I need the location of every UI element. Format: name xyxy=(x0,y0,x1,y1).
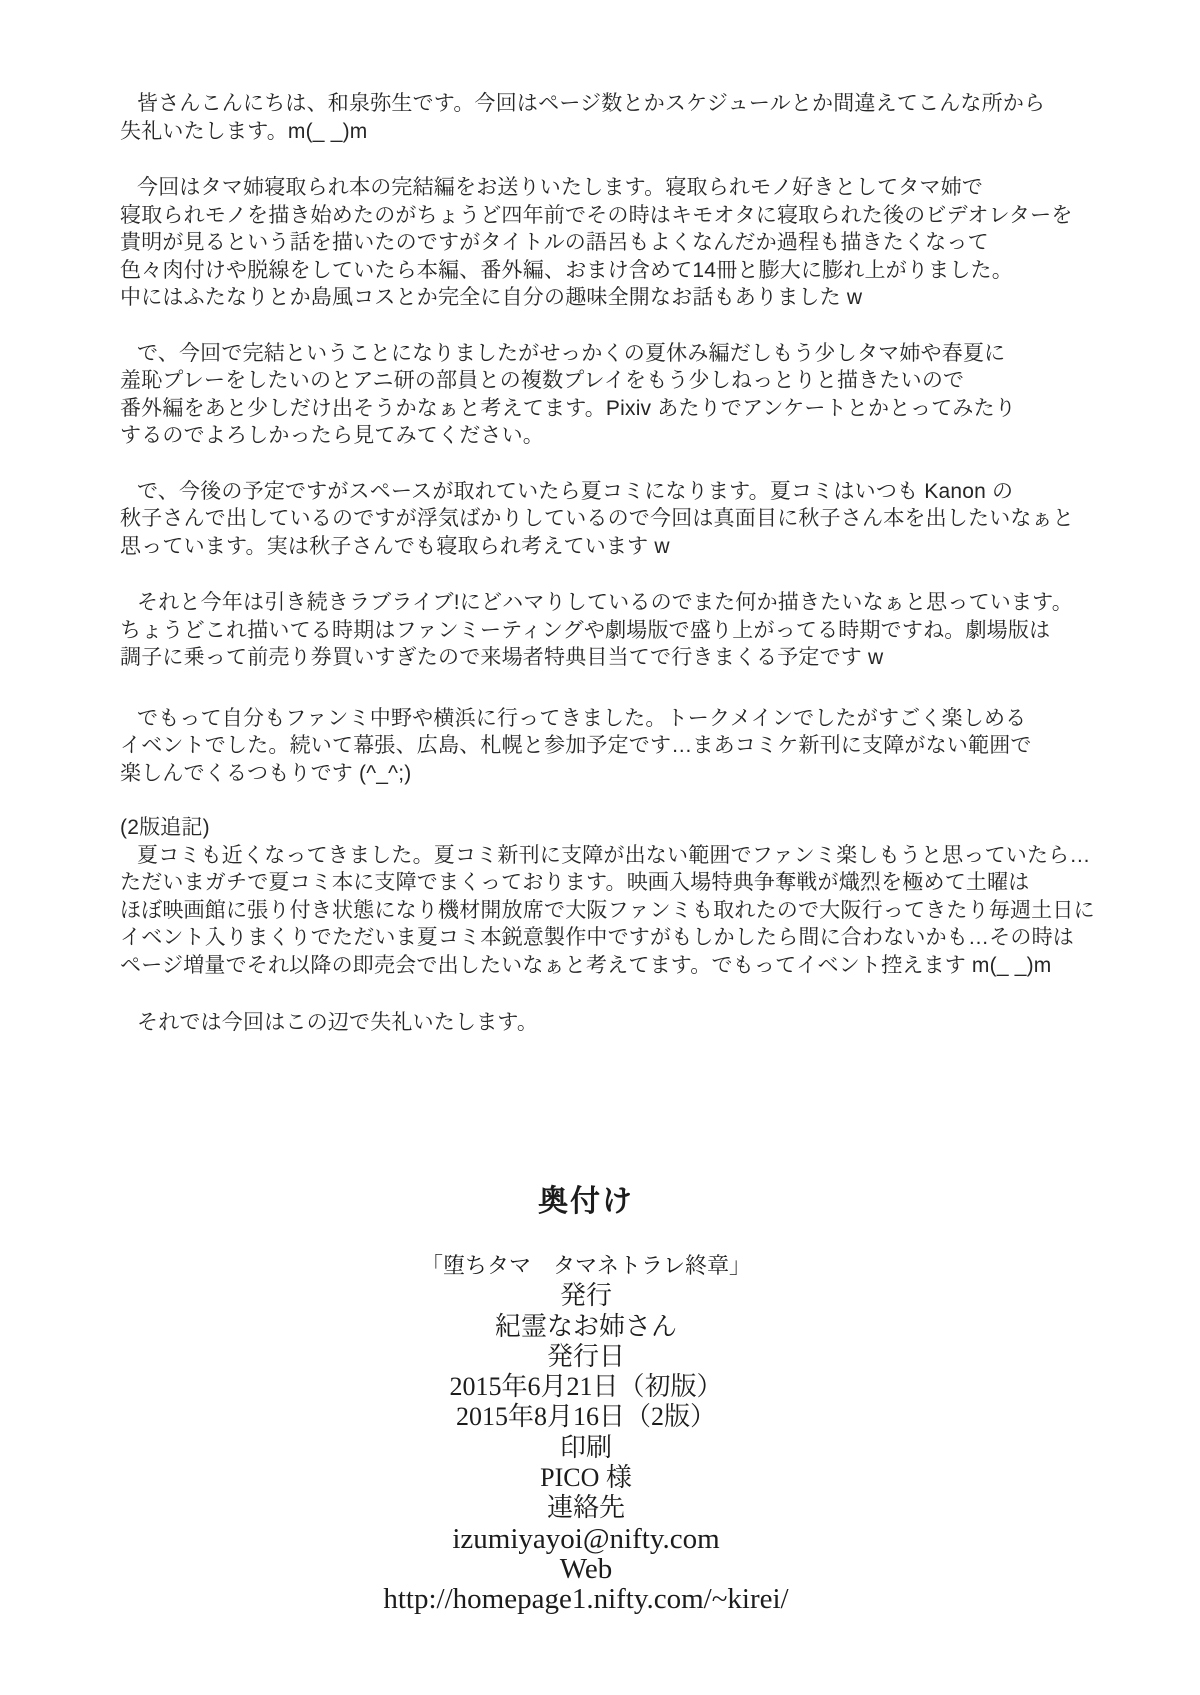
colophon xyxy=(0,1184,1172,1615)
paragraph-completion xyxy=(120,174,1160,312)
text-line: 思っています。実は秋子さんでも寝取られ考えています w xyxy=(120,534,670,558)
text-line: 秋子さんで出しているのですが浮気ばかりしているので今回は真面目に秋子さん本を出したいなぁと xyxy=(120,507,1074,530)
printer-name: PICO 様 xyxy=(540,1463,632,1493)
text-line: (2版追記) xyxy=(120,816,210,839)
text-line: 皆さんこんにちは、和泉弥生です。今回はページ数とかスケジュールとか間違えてこんな所から xyxy=(137,92,1046,115)
paragraph-extra-editions xyxy=(120,340,1160,450)
contact-label: 連絡先 xyxy=(546,1493,625,1523)
text-line: 番外編をあと少しだけ出そうかなぁと考えてます。Pixiv あたりでアンケートとかとってみたり xyxy=(120,396,1017,420)
publisher-name: 紀霊なお姉さん xyxy=(494,1311,677,1341)
paragraph-lovelive xyxy=(120,589,1160,672)
text-line: 夏コミも近くなってきました。夏コミ新刊に支障が出ない範囲でファンミ楽しもうと思っていたら… xyxy=(137,843,1091,867)
web-label: Web xyxy=(559,1552,613,1585)
text-line: それでは今回はこの辺で失礼いたします。 xyxy=(137,1011,539,1034)
website-url: http://homepage1.nifty.com/~kirei/ xyxy=(383,1583,789,1616)
text-line: 寝取られモノを描き始めたのがちょうど四年前でその時はキモオタに寝取られた後のビデオレターを xyxy=(120,203,1073,227)
issue-date-label: 発行日 xyxy=(546,1341,625,1371)
text-line: するのでよろしかったら見てみてください。 xyxy=(120,424,544,447)
text-line: でもって自分もファンミ中野や横浜に行ってきました。トークメインでしたがすごく楽しめる xyxy=(137,706,1027,730)
text-line: 失礼いたします。m(_ _)m xyxy=(120,119,368,143)
paragraph-greeting xyxy=(120,90,1160,145)
book-title: 「堕ちタマ タマネトラレ終章」 xyxy=(420,1253,751,1278)
afterword-text xyxy=(120,90,1160,1037)
paragraph-closing xyxy=(120,1009,1160,1037)
paragraph-second-edition-postscript xyxy=(120,842,1160,980)
colophon-heading: 奥付け xyxy=(538,1185,634,1218)
text-line: 今回はタマ姉寝取られ本の完結編をお送りいたします。寝取られモノ好きとしてタマ姉で xyxy=(137,176,984,199)
text-line: 中にはふたなりとか島風コスとか完全に自分の趣味全開なお話もありました w xyxy=(120,286,863,309)
text-line: で、今後の予定ですがスペースが取れていたら夏コミになります。夏コミはいつも Kanon の xyxy=(137,479,1014,503)
text-line: ほぼ映画館に張り付き状態になり機材開放席で大阪ファンミも取れたので大阪行ってきたり毎週土日に xyxy=(120,898,1095,922)
text-line: 貴明が見るという話を描いたのですがタイトルの語呂もよくなんだか過程も描きたくなって xyxy=(120,231,989,254)
first-edition-date: 2015年6月21日（初版） xyxy=(449,1372,723,1402)
paragraph-fanmi-events xyxy=(120,705,1160,788)
text-line: 調子に乗って前売り券買いすぎたので来場者特典目当てで行きまくる予定です w xyxy=(120,646,884,669)
second-edition-date: 2015年8月16日（2版） xyxy=(455,1402,716,1432)
text-line: ただいまガチで夏コミ本に支障でまくっております。映画入場特典争奪戦が熾烈を極めて土曜は xyxy=(120,871,1030,894)
text-line: イベント入りまくりでただいま夏コミ本鋭意製作中ですがもしかしたら間に合わないかも…その時は xyxy=(120,926,1074,949)
print-label: 印刷 xyxy=(559,1432,612,1462)
text-line: 羞恥プレーをしたいのとアニ研の部員との複数プレイをもう少しねっとりと描きたいので xyxy=(120,369,965,392)
text-line: ちょうどこれ描いてる時期はファンミーティングや劇場版で盛り上がってる時期ですね。劇場版は xyxy=(120,618,1051,642)
paragraph-future-plans xyxy=(120,478,1160,561)
publisher-label: 発行 xyxy=(559,1281,612,1311)
text-line: で、今回で完結ということになりましたがせっかくの夏休み編だしもう少しタマ姉や春夏に xyxy=(137,341,1006,365)
text-line: イベントでした。続いて幕張、広島、札幌と参加予定です…まあコミケ新刊に支障がない範囲で xyxy=(120,734,1032,757)
text-line: ページ増量でそれ以降の即売会で出したいなぁと考えてます。でもってイベント控えます m(_ _)m xyxy=(120,953,1052,977)
contact-email: izumiyayoi@nifty.com xyxy=(452,1522,720,1555)
text-line: 色々肉付けや脱線をしていたら本編、番外編、おまけ含めて14冊と膨大に膨れ上がりました。 xyxy=(120,258,1013,282)
text-line: それと今年は引き続きラブライブ!にどハマりしているのでまた何か描きたいなぁと思っています。 xyxy=(137,591,1073,614)
text-line: 楽しんでくるつもりです (^_^;) xyxy=(120,761,412,785)
second-edition-note-heading xyxy=(120,814,1160,842)
